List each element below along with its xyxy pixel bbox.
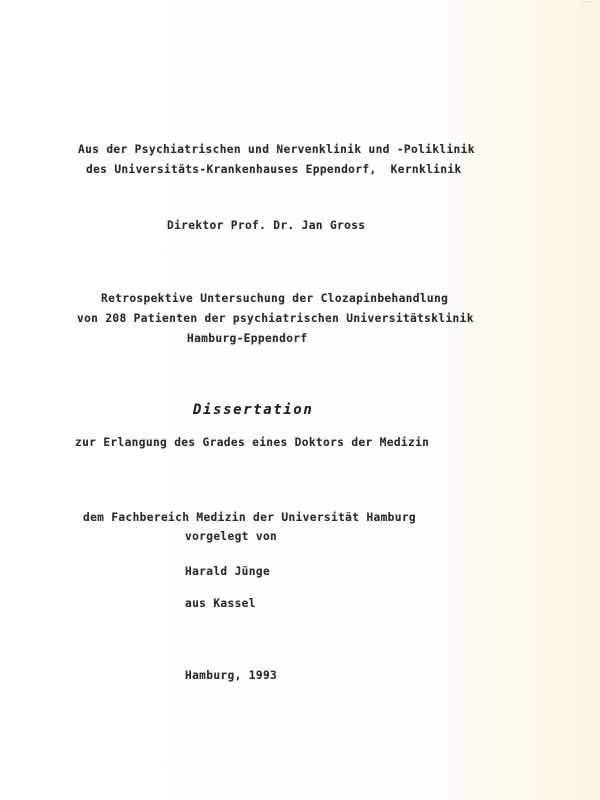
director-line: Direktor Prof. Dr. Jan Gross [167,219,366,232]
thesis-title-line-1: Retrospektive Untersuchung der Clozapinbehandlung [101,292,449,305]
faint-handwritten-mark: ⁀ [581,1,596,19]
thesis-title-line-3: Hamburg-Eppendorf [187,332,308,345]
faculty-line: dem Fachbereich Medizin der Universität Hamburg [83,511,417,524]
author-origin: aus Kassel [185,597,256,610]
institution-line-1: Aus der Psychiatrischen und Nervenklinik und -Poliklinik [78,143,475,156]
purpose-line: zur Erlangung des Grades eines Doktors der Medizin [75,436,430,449]
submitted-by-label: vorgelegt von [185,530,278,543]
document-type-heading: Dissertation [193,402,314,418]
place-and-year: Hamburg, 1993 [185,669,278,682]
thesis-title-line-2: von 208 Patienten der psychiatrischen Universitätsklinik [77,312,474,325]
author-name: Harald Jünge [185,565,271,578]
institution-line-2: des Universitäts-Krankenhauses Eppendorf, Kernklinik [86,163,462,176]
